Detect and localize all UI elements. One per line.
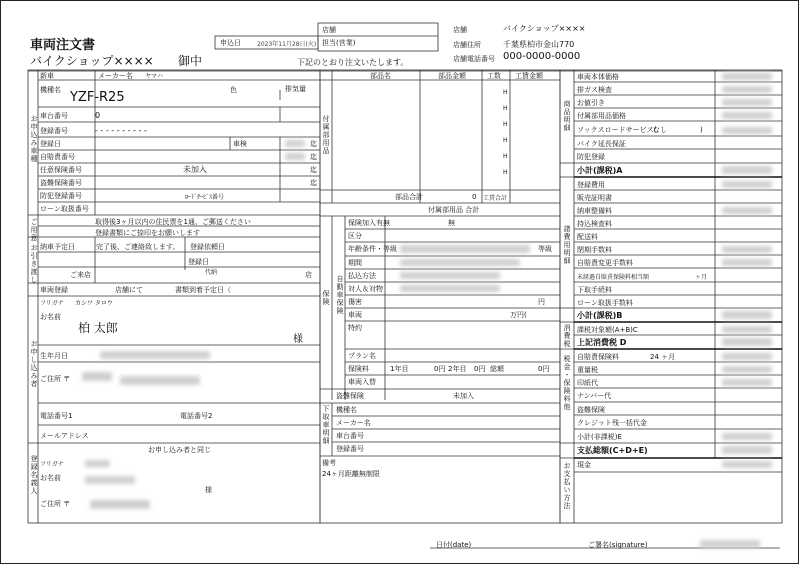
liability-until: 迄: [310, 153, 317, 161]
cost-ship-proxy: 下取手続料: [577, 286, 612, 294]
cost-theft: 盗難保険: [577, 406, 605, 414]
cost-liability-months: 24 ヶ月: [650, 353, 676, 361]
cost-subtotal-e: 小計(非課税)E: [577, 433, 622, 441]
applicant-section-label: お申し込み者: [30, 340, 38, 388]
cost-subtotal-a: 小計(課税)A: [577, 166, 623, 175]
cost-not-applied: 未経過自賠責保険料相当額: [577, 274, 650, 281]
loan-label: ローン取扱番号: [40, 205, 89, 213]
redacted-text: [85, 460, 110, 467]
shop-address: 千葉県柏市金山770: [503, 40, 575, 49]
cost-tax: 上記消費税 D: [577, 338, 627, 347]
labor-total-label: 工賃合計: [483, 195, 508, 202]
voluntary-until: 迄: [310, 166, 317, 174]
form-title: 車両注文書: [30, 38, 96, 53]
phone-label: 店舗電話番号: [453, 55, 495, 63]
model-value: YZF-R25: [70, 90, 125, 105]
store-at-label: 店舗にて: [115, 286, 143, 294]
redacted-text: [722, 181, 772, 188]
hour-unit: H: [503, 169, 508, 176]
cost-loan-fee: ローン取扱手数料: [577, 299, 633, 307]
footer-sign-label: ご署名(signature): [588, 541, 648, 549]
costs-section4: 税金・保険料他: [563, 355, 571, 411]
cost-liability: 自賠責保険料: [577, 353, 619, 361]
ins-yen: 円: [538, 298, 545, 306]
phone1-label: 電話番号1: [40, 412, 73, 420]
address-label: ご住所 〒: [40, 375, 71, 383]
name-label: お名前: [40, 313, 61, 321]
ins-premium-label: 保険料: [348, 365, 369, 373]
checkup-label: 車検: [233, 140, 247, 148]
parts-amount-header: 部品金額: [438, 72, 466, 80]
store-label: 店舗: [322, 26, 336, 34]
cost-parts-price: 付属部用品価格: [577, 112, 626, 120]
register-date-label: 登録依頼日: [190, 243, 225, 251]
ins-total-value: 0円: [538, 365, 550, 373]
order-text: 下記のとおり注文いたします。: [297, 58, 409, 67]
request-date: 2023年11月28日(火): [257, 41, 317, 48]
redacted-text: [722, 326, 772, 333]
redacted-text: [722, 338, 772, 346]
cost-cash: 現金: [577, 461, 591, 469]
redacted-text: [722, 311, 772, 319]
road-service-label: ﾛｰﾄﾞｻｰﾋﾞｽ番号: [185, 194, 225, 201]
redacted-text: [722, 246, 772, 253]
reg-day-label: 登録日: [188, 258, 209, 266]
remarks-text: 24ヶ月距離無制限: [322, 470, 380, 478]
ins-vehicle-label: 車両: [348, 311, 362, 319]
cost-security: 防犯登録: [577, 153, 605, 161]
cost-tax-base: 課税対象額(A+B)C: [577, 326, 638, 334]
redacted-text: [90, 500, 150, 509]
insurance-section-label: 自動車保険: [336, 275, 344, 315]
onchu-label: 御中: [178, 54, 203, 68]
cost-ryuxs: ソックスロードサービス(: [577, 126, 657, 134]
new-label: 新車: [40, 72, 54, 80]
ins-coverage-label: 対人＆対物: [348, 285, 383, 293]
voluntary-value: 未加入: [183, 165, 207, 174]
ins-year2: 2年目: [448, 365, 467, 373]
redacted-text: [400, 259, 520, 266]
ins-total-label: 総額: [490, 365, 504, 373]
cost-proxy-fee: 持込検査料: [577, 220, 612, 228]
remarks-label: 備考: [322, 459, 336, 467]
shop-phone: 000-0000-0000: [503, 51, 581, 62]
redacted-text: [700, 540, 760, 548]
cost-shipping: 配送料: [577, 233, 598, 241]
ins-period-label: 期間: [348, 259, 362, 267]
redacted-text: [722, 446, 772, 454]
furigana-label: フリガナ: [40, 300, 64, 307]
ins-y1-value: 0円: [434, 365, 446, 373]
redacted-text: [722, 433, 772, 440]
documents-notice2: 登録書類にご捺印をお願いします: [95, 229, 200, 237]
ins-theft-label: 盗難保険: [336, 392, 364, 400]
maker-label: メーカー名: [98, 72, 133, 80]
ins-age-label: 年齢条件・等級: [348, 245, 397, 253]
vehicle-section-label: お申込み車種: [30, 115, 38, 163]
redacted-text: [722, 259, 772, 266]
address-label: 店舗住所: [453, 41, 481, 49]
birth-label: 生年月日: [40, 352, 68, 360]
redacted-text: [722, 127, 772, 134]
ins-pay-label: 払込方法: [348, 272, 376, 280]
cost-weight: 重量税: [577, 366, 598, 374]
labor-header: 工数: [487, 72, 501, 80]
theft-label: 盗難保険番号: [40, 179, 82, 187]
reg-label: 登録番号: [40, 127, 68, 135]
cost-grand-total: 支払総額(C+D+E): [577, 446, 648, 455]
registrant-section-label: 登録名義人: [30, 455, 38, 495]
tradein-maker-label: メーカー名: [336, 419, 371, 427]
costs-section1: 商品明細: [563, 100, 571, 132]
parts-name-header: 部品名: [370, 72, 391, 80]
reg-name-label: お名前: [40, 474, 61, 482]
color-label: 色: [230, 86, 237, 94]
tradein-reg-label: 登録番号: [336, 445, 364, 453]
redacted-text: [120, 376, 200, 385]
proxy-label: 代納: [205, 269, 218, 276]
ins-theft-value: 未加入: [453, 392, 474, 400]
redacted-text: [100, 351, 210, 359]
redacted-text: [285, 140, 305, 147]
redacted-text: [82, 372, 112, 381]
documents-section-label: ご用意: [30, 218, 38, 242]
redacted-text: [722, 112, 772, 119]
costs-section5: お支払い方法: [563, 462, 571, 510]
redacted-text: [85, 476, 135, 484]
cost-warranty: バイク延長保証: [577, 140, 626, 148]
hour-unit: H: [503, 89, 508, 96]
redacted-text: [722, 353, 772, 360]
phone2-label: 電話番号2: [180, 412, 213, 420]
mail-label: メールアドレス: [40, 432, 89, 440]
parts-subtotal-label: 部品合計: [395, 193, 423, 201]
immobilizer-label: 防犯登録番号: [40, 192, 82, 200]
hour-unit: H: [503, 105, 508, 112]
redacted-text: [722, 99, 772, 106]
cost-plate: ナンバー代: [577, 392, 612, 400]
ins-category-label: 区分: [348, 232, 362, 240]
model-label: 機種名: [40, 86, 61, 94]
tradein-section-label: 下取車明細: [322, 405, 330, 445]
hour-unit: H: [503, 153, 508, 160]
delivery-note: 完了後、ご連絡致します。: [96, 243, 180, 251]
reg-date-label: 登録日: [40, 140, 61, 148]
frame-label: 車台番号: [40, 112, 68, 120]
ins-year1: 1年目: [390, 365, 409, 373]
cost-delivery-fee: 納車整備料: [577, 207, 612, 215]
ins-y2-value: 0円: [474, 365, 486, 373]
cost-stamp: 印紙代: [577, 379, 598, 387]
checkup-until: 迄: [310, 140, 317, 148]
hour-unit: H: [503, 137, 508, 144]
redacted-text: [400, 285, 500, 292]
visit-label: ご来店: [70, 271, 91, 279]
furigana-value: カシワ タロウ: [75, 300, 113, 307]
cost-closing: 閉期手数料: [577, 246, 612, 254]
hour-unit: H: [503, 121, 508, 128]
documents-notice: 取得後3ヶ月以内の住民票を1通、ご郵送ください: [95, 218, 251, 226]
ins-has-label: 保険加入有無: [348, 219, 390, 227]
cost-month: ヶ月: [695, 274, 708, 281]
frame-value: 0: [95, 111, 101, 120]
cost-liability-change: 自賠責変更手数料: [577, 259, 633, 267]
sama-label: 様: [293, 334, 303, 345]
footer-date-label: 日付(date): [436, 541, 472, 549]
cost-ryuxs-none: なし: [653, 126, 667, 134]
delivery-date-label: 納車予定日: [40, 243, 75, 251]
cost-subtotal-b: 小計(課税)B: [577, 311, 623, 320]
costs-section3: 消費税: [563, 324, 571, 348]
redacted-text: [285, 153, 305, 160]
car-reg-label: 車両登録: [40, 286, 68, 294]
charge-label: 担当(営業): [322, 39, 356, 47]
cost-credit: クレジット残一括代金: [577, 419, 647, 427]
dealer-line: バイクショップ××××: [30, 54, 154, 68]
redacted-text: [722, 86, 772, 93]
reg-furigana-label: フリガナ: [40, 461, 64, 468]
redacted-text: [722, 461, 772, 468]
cost-reg-fee: 登録費用: [577, 181, 605, 189]
reg-value: - - - - - - - - - -: [95, 126, 147, 135]
cost-sales-cert: 販売証明書: [577, 194, 612, 202]
shop-name: バイクショップ××××: [503, 24, 586, 33]
delivery-section-label: お引き渡し: [30, 244, 38, 284]
doc-date-label: 書類到着予定日（: [175, 286, 231, 294]
redacted-text: [722, 73, 772, 80]
ins-damage-label: 傷害: [348, 298, 362, 306]
ins-grade-label: 等級: [538, 245, 552, 253]
shop-label: 店舗: [453, 26, 467, 34]
store-suffix: 店: [305, 271, 312, 279]
theft-until: 迄: [310, 179, 317, 187]
reg-sama: 様: [205, 486, 212, 494]
parts-subtotal-value: 0: [472, 193, 477, 201]
parts-section-label: 付属部用品: [322, 115, 330, 155]
reg-address-label: ご住所 〒: [40, 500, 71, 508]
ins-yen-paren: 万円(: [510, 311, 527, 319]
request-label: 申込日: [220, 39, 241, 47]
redacted-text: [722, 166, 772, 174]
ins-has-value: 無: [448, 219, 455, 227]
displacement-label: 排気量: [285, 85, 306, 93]
cost-exhaust: 排ガス検査: [577, 86, 612, 94]
ins-plan-label: プラン名: [348, 352, 376, 360]
liability-label: 自賠責番号: [40, 153, 75, 161]
redacted-text: [400, 245, 530, 253]
maker-value: ヤマハ: [145, 73, 163, 80]
name-value: 柏 太郎: [78, 321, 118, 335]
insurance-label: 保険: [322, 290, 330, 306]
labor-amount-header: 工賃金額: [515, 72, 543, 80]
tradein-frame-label: 車台番号: [336, 432, 364, 440]
redacted-text: [722, 366, 772, 373]
tradein-model-label: 機種名: [336, 406, 357, 414]
cost-ryuxs-close: ): [700, 126, 703, 134]
cost-discount: お値引き: [577, 99, 605, 107]
costs-section2: 諸費用明細: [563, 225, 571, 265]
redacted-text: [400, 272, 500, 279]
ins-car-label: 車両入替: [348, 378, 376, 386]
voluntary-label: 任意保険番号: [40, 166, 82, 174]
redacted-text: [722, 379, 772, 386]
redacted-text: [722, 207, 772, 214]
parts-total-label: 付属部用品 合計: [428, 206, 480, 214]
cost-body-price: 車両本体価格: [577, 73, 619, 81]
ins-special-label: 特約: [348, 324, 362, 332]
same-as-applicant: お申し込み者と同じ: [148, 446, 211, 454]
